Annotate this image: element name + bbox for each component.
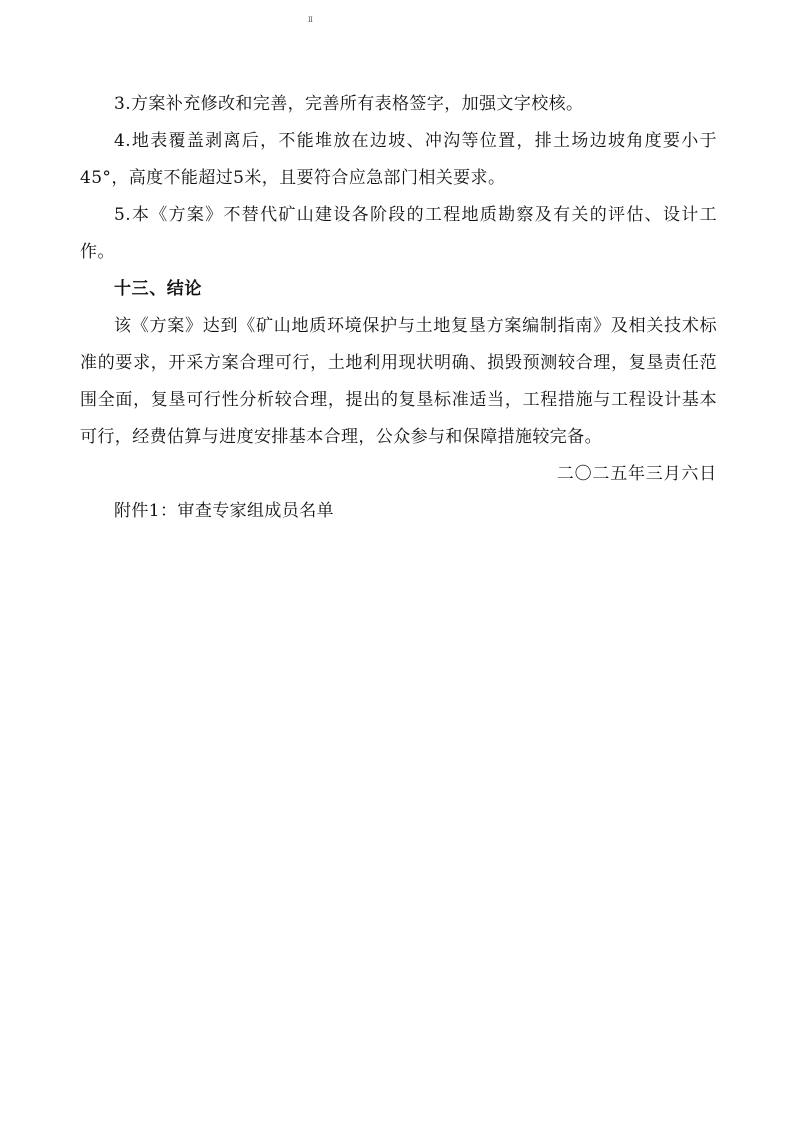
- section-heading: 十三、结论: [114, 279, 202, 299]
- attachment-note: 附件1：审查专家组成员名单: [114, 501, 335, 521]
- item-3: 3.方案补充修改和完善，完善所有表格签字，加强文字校核。: [114, 94, 584, 114]
- item-4: 4.地表覆盖剥离后，不能堆放在边坡、冲沟等位置，排土场边坡角度要小于45°，高度不能超过5米，且要符合应急部门相关要求。: [80, 131, 717, 188]
- page-mark: Ⅱ: [308, 16, 313, 24]
- document-date: 二〇二五年三月六日: [556, 464, 717, 484]
- item-5: 5.本《方案》不替代矿山建设各阶段的工程地质勘察及有关的评估、设计工作。: [80, 205, 717, 262]
- conclusion-paragraph: 该《方案》达到《矿山地质环境保护与土地复垦方案编制指南》及相关技术标准的要求，开采方案合理可行，土地利用现状明确、损毁预测较合理，复垦责任范围全面，复垦可行性分析较合理，提出的复垦标准适当，工程措施与工程设计基本可行，经费估算与进度安排基本合理，公众参与和保障措施较完备。: [80, 316, 717, 447]
- document-body: [80, 86, 717, 530]
